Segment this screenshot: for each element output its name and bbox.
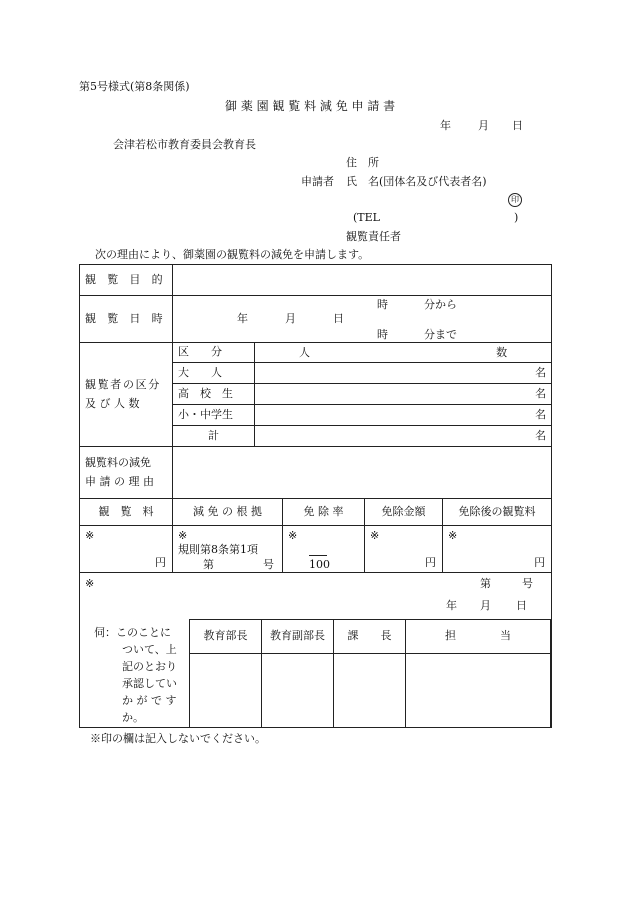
office-year: 年 [446,599,457,612]
stamp-director[interactable] [190,654,262,728]
count-total[interactable]: 名 [255,426,552,447]
approver-staff: 担 当 [406,620,551,654]
office-use-section [80,573,552,728]
office-mark: ※ [85,577,95,590]
category-elementary: 小・中学生 [173,405,255,426]
category-total: 計 [173,426,255,447]
minute-to: 分まで [424,328,457,341]
date-month: 月 [478,119,489,132]
visit-year: 年 [237,312,248,325]
office-month: 月 [480,599,491,612]
document-title: 御 薬 園 観 覧 料 減 免 申 請 書 [225,99,396,113]
rate-field[interactable]: ※ 100 [283,526,365,573]
date-day: 日 [512,119,523,132]
responsible-label: 観覧責任者 [346,230,401,243]
basis-header: 減 免 の 根 拠 [173,499,283,526]
visit-month: 月 [285,312,296,325]
inquiry-text: 伺：このことに ついて、上 記のとおり 承認してい か が で す か。 [94,626,177,724]
application-table [79,264,552,728]
exempt-amount-header: 免除金額 [365,499,443,526]
address-label: 住 所 [346,156,379,169]
footer-note: ※印の欄は記入しないでください。 [90,732,266,745]
after-fee-header: 免除後の観覧料 [443,499,552,526]
reason-label: 観覧料の減免 申 請 の 理 由 [80,447,173,499]
seal-mark: 印 [508,193,522,207]
count-high-school[interactable]: 名 [255,384,552,405]
stamp-deputy-director[interactable] [262,654,334,728]
stamp-section-chief[interactable] [334,654,406,728]
applicant-label: 申請者 [301,175,334,188]
rate-header: 免 除 率 [283,499,365,526]
fee-field[interactable]: ※ 円 [80,526,173,573]
name-label: 氏 名(団体名及び代表者名) [346,175,487,188]
datetime-label: 観 覧 日 時 [80,296,173,343]
people-count-header: 人 数 [255,343,552,363]
visitor-category-label: 観覧者の区分 及 び 人 数 [80,343,173,447]
datetime-field[interactable] [173,296,552,343]
reason-field[interactable] [173,447,552,499]
hour-from: 時 [377,298,388,311]
approver-deputy-director: 教育副部長 [262,620,334,654]
stamp-staff[interactable] [406,654,551,728]
basis-field[interactable]: ※ 規則第8条第1項 第 号 [173,526,283,573]
rate-denominator: 100 [309,558,330,571]
tel-close: ) [514,211,519,224]
exempt-amount-field[interactable]: ※ 円 [365,526,443,573]
form-number: 第5号様式(第8条関係) [79,80,190,93]
tel-open: (TEL [353,211,380,224]
category-header: 区 分 [173,343,255,363]
hour-to: 時 [377,328,388,341]
approver-section-chief: 課 長 [334,620,406,654]
count-adult[interactable]: 名 [255,363,552,384]
category-adult: 大 人 [173,363,255,384]
office-day: 日 [516,599,527,612]
category-high-school: 高 校 生 [173,384,255,405]
after-fee-field[interactable]: ※ 円 [443,526,552,573]
fee-header: 観 覧 料 [80,499,173,526]
approval-grid [189,619,551,728]
count-elementary[interactable]: 名 [255,405,552,426]
minute-from: 分から [424,298,457,311]
visit-day: 日 [333,312,344,325]
approver-director: 教育部長 [190,620,262,654]
addressee: 会津若松市教育委員会教育長 [113,138,256,151]
intro-text: 次の理由により、御薬園の観覧料の減免を申請します。 [95,248,370,261]
office-dai: 第 [480,577,491,590]
office-gou: 号 [522,577,533,590]
purpose-label: 観 覧 目 的 [80,265,173,296]
date-year: 年 [440,119,451,132]
purpose-field[interactable] [173,265,552,296]
